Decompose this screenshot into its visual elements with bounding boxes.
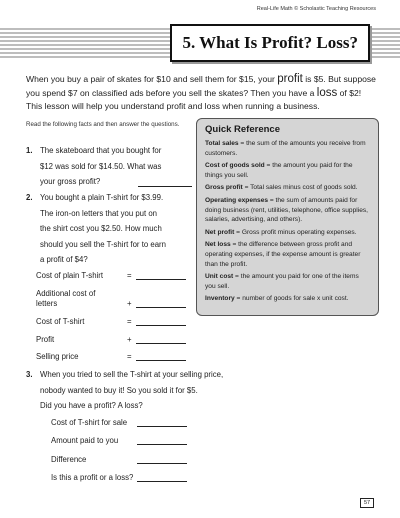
answer-line[interactable] [137, 436, 187, 445]
intro-text-3: of $2! This lesson will help you understand profit and loss when running a business. [26, 87, 362, 111]
qref-term: Gross profit [205, 184, 243, 192]
question-text: The skateboard that you bought for [40, 146, 162, 155]
calc-operator: = [127, 352, 132, 361]
answer-line[interactable] [136, 271, 186, 280]
intro-text-1: When you buy a pair of skates for $10 and sell them for $15, your [26, 74, 278, 84]
answer-line[interactable] [137, 473, 187, 482]
calc-operator: = [127, 317, 132, 326]
calc-row-letters [36, 289, 186, 313]
q3-row-difference [51, 455, 191, 467]
question-text: $12 was sold for $14.50. What was [40, 161, 162, 171]
question-1 [26, 143, 191, 190]
answer-line[interactable] [137, 455, 187, 464]
qref-term: Net profit [205, 228, 235, 236]
header-source: Real-Life Math © Scholastic Teaching Resources [256, 6, 376, 12]
question-2 [26, 190, 191, 268]
question-text: The iron-on letters that you put on [40, 208, 158, 218]
intro-profit-word: profit [277, 73, 303, 85]
title-band [0, 22, 400, 66]
question-text: the shirt cost you $2.50. How much [40, 224, 162, 233]
quick-reference-heading: Quick Reference [205, 124, 280, 135]
calc-label: Profit [36, 335, 55, 344]
answer-line[interactable] [136, 352, 186, 361]
calc-operator: = [127, 271, 132, 280]
answer-line[interactable] [137, 418, 187, 427]
calc-label: Cost of T-shirt for sale [51, 418, 128, 427]
q3-row-amount-paid [51, 436, 191, 448]
title-stripe-right [370, 28, 400, 60]
question-text: Did you have a profit? A loss? [40, 401, 143, 410]
question-number: 1. [26, 146, 33, 155]
question-number: 3. [26, 370, 33, 379]
qref-def: = number of goods for sale x unit cost. [234, 295, 349, 303]
question-text: You bought a plain T-shirt for $3.99. [40, 193, 164, 202]
question-3 [26, 367, 306, 414]
qref-term: Unit cost [205, 273, 234, 281]
intro-text-2: is $5. But suppose you spend $7 on classified ads before you sell the skates? Then you have a [26, 74, 376, 98]
calc-label: Additional cost of [36, 289, 96, 298]
answer-line-q1[interactable] [138, 177, 192, 187]
calc-row-profit [36, 335, 186, 347]
question-text: your gross profit? [40, 177, 101, 186]
calc-label: Amount paid to you [51, 436, 119, 445]
qref-def: = the sum of the amounts you receive from customers. [205, 140, 366, 157]
calc-label: Selling price [36, 352, 79, 361]
calc-row-selling-price [36, 352, 186, 364]
calc-row-plain-shirt [36, 271, 186, 283]
qref-def: = the difference between gross profit and operating expenses, if the expense amount is greater than the profit. [205, 241, 361, 268]
question-text: nobody wanted to buy it! So you sold it for $5. [40, 385, 198, 395]
qref-def: = the sum of amounts paid for doing business (rent, utilities, telephone, office supplies, salaries, advertising, and others). [205, 196, 368, 224]
calc-operator: + [127, 335, 132, 344]
question-text: should you sell the T-shirt for to earn [40, 239, 166, 249]
q3-row-profit-or-loss [51, 473, 191, 485]
question-text: When you tried to sell the T-shirt at your selling price, [40, 370, 224, 379]
q3-row-cost [51, 418, 191, 430]
qref-item [205, 272, 370, 291]
qref-item [205, 161, 370, 180]
calc-operator: + [127, 299, 132, 308]
qref-term: Cost of goods sold [205, 162, 265, 170]
qref-item [205, 240, 370, 269]
qref-term: Net loss [205, 241, 231, 249]
qref-item [205, 183, 370, 193]
question-text: a profit of $4? [40, 255, 88, 264]
quick-reference-box [196, 118, 379, 316]
question-number: 2. [26, 193, 33, 202]
intro-loss-word: loss [316, 86, 338, 99]
answer-line[interactable] [136, 299, 186, 308]
calc-label: Cost of plain T-shirt [36, 271, 104, 280]
title-box [170, 24, 370, 62]
calc-label: Difference [51, 455, 87, 464]
qref-item [205, 228, 370, 238]
page-title: 5. What Is Profit? Loss? [182, 33, 358, 52]
calc-row-cost-shirt [36, 317, 186, 329]
qref-term: Total sales [205, 140, 239, 147]
answer-line[interactable] [136, 317, 186, 326]
calc-label: letters [36, 299, 58, 308]
calc-label: Is this a profit or a loss? [51, 473, 134, 482]
qref-def: = the amount you paid for the things you sell. [205, 162, 353, 179]
qref-item [205, 139, 370, 158]
qref-item [205, 196, 370, 225]
qref-term: Inventory [205, 295, 235, 303]
qref-def: = Gross profit minus operating expenses. [234, 228, 357, 236]
page-number: 57 [360, 498, 374, 508]
qref-item [205, 294, 370, 304]
calc-label: Cost of T-shirt [36, 317, 85, 326]
qref-def: = Total sales minus cost of goods sold. [242, 184, 358, 192]
qref-def: = the amount you paid for one of the items you sell. [205, 273, 359, 290]
answer-line[interactable] [136, 335, 186, 344]
intro-paragraph [26, 73, 378, 114]
instructions: Read the following facts and then answer the questions. [26, 121, 180, 128]
qref-term: Operating expenses [205, 196, 269, 204]
title-stripe-left [0, 28, 170, 60]
